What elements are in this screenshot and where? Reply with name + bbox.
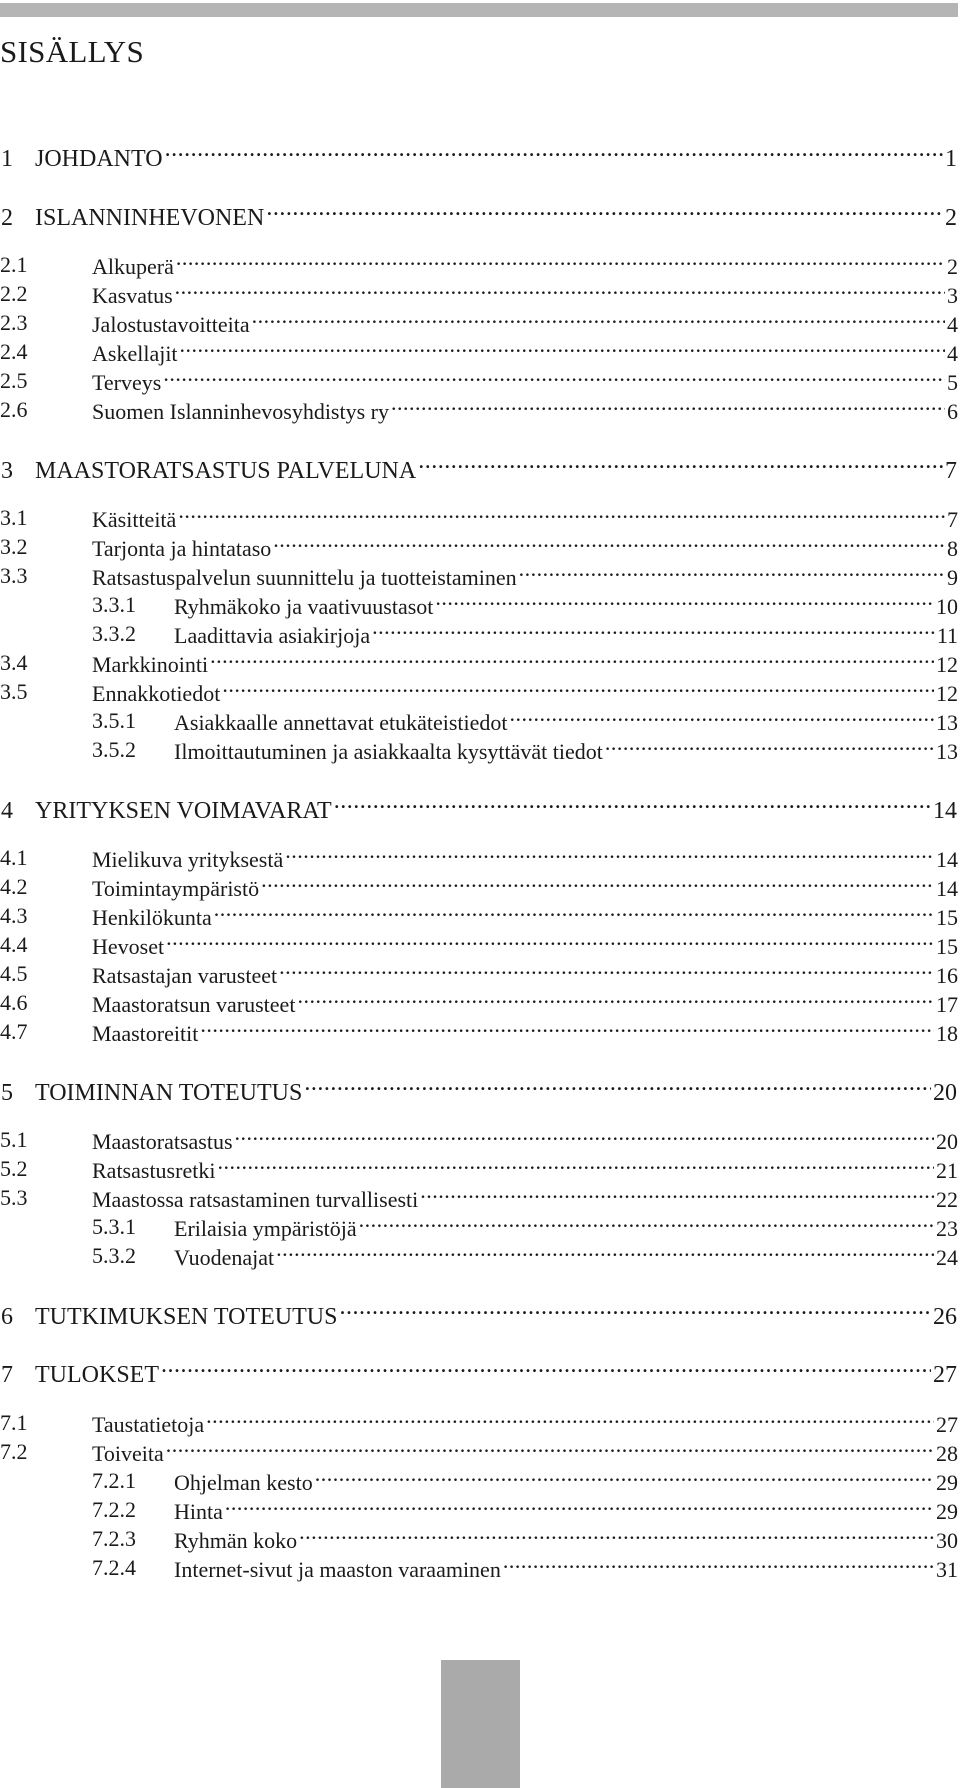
- toc-entry-title: Ennakkotiedot: [92, 681, 221, 706]
- toc-entry[interactable]: [1, 1358, 957, 1389]
- dot-leader: [510, 708, 934, 730]
- dot-leader: [519, 563, 945, 585]
- toc-entry[interactable]: [92, 1555, 958, 1583]
- page-title: SISÄLLYS: [0, 34, 144, 69]
- toc-entry-number: 5.3: [0, 1185, 28, 1210]
- toc-entry-page: 11: [936, 623, 958, 648]
- toc-entry-title: Toimintaympäristö: [92, 876, 260, 901]
- toc-entry-number: 7.2.3: [92, 1526, 136, 1551]
- toc-entry-page: 15: [936, 934, 958, 959]
- toc-entry-title: Henkilökunta: [92, 905, 212, 930]
- toc-entry[interactable]: [92, 737, 958, 765]
- toc-entry-title: Ohjelman kesto: [174, 1470, 313, 1495]
- dot-leader: [276, 1243, 934, 1265]
- toc-entry[interactable]: [0, 1439, 958, 1467]
- toc-entry-title: TOIMINNAN TOTEUTUS: [35, 1080, 303, 1106]
- toc-entry[interactable]: [1, 201, 957, 232]
- toc-entry-number: 2.4: [0, 339, 28, 364]
- toc-entry[interactable]: [0, 563, 958, 591]
- toc-entry-number: 7.2.2: [92, 1497, 136, 1522]
- toc-entry-title: Toiveita: [92, 1441, 164, 1466]
- dot-leader: [391, 397, 945, 419]
- toc-entry-number: 5.3.2: [92, 1243, 136, 1268]
- toc-entry[interactable]: [0, 505, 958, 533]
- toc-entry-page: 1: [945, 146, 957, 172]
- toc-entry[interactable]: [92, 1214, 958, 1242]
- toc-entry[interactable]: [92, 1243, 958, 1271]
- toc-entry-number: 3.3.1: [92, 592, 136, 617]
- toc-entry-number: 7.1: [0, 1410, 28, 1435]
- toc-entry-title: Askellajit: [92, 341, 178, 366]
- toc-entry[interactable]: [0, 1019, 958, 1047]
- dot-leader: [206, 1410, 934, 1432]
- toc-entry[interactable]: [0, 1185, 958, 1213]
- toc-entry-number: 4.4: [0, 932, 28, 957]
- toc-entry-title: Ratsastusretki: [92, 1158, 216, 1183]
- toc-entry-title: Taustatietoja: [92, 1412, 205, 1437]
- dot-leader: [435, 592, 934, 614]
- dot-leader: [279, 961, 934, 983]
- toc-entry-title: Maastoreitit: [92, 1021, 199, 1046]
- dot-leader: [252, 310, 945, 332]
- toc-entry[interactable]: [0, 679, 958, 707]
- toc-entry[interactable]: [92, 621, 958, 649]
- dot-leader: [225, 1497, 934, 1519]
- dot-leader: [304, 1076, 931, 1100]
- toc-entry-page: 14: [936, 847, 958, 872]
- dot-leader: [299, 1526, 934, 1548]
- toc-entry[interactable]: [92, 592, 958, 620]
- toc-entry-number: 5.2: [0, 1156, 28, 1181]
- toc-entry[interactable]: [0, 961, 958, 989]
- toc-entry[interactable]: [0, 281, 958, 309]
- toc-entry-number: 5.1: [0, 1127, 28, 1152]
- toc-entry-title: Ratsastajan varusteet: [92, 963, 278, 988]
- toc-entry-number: 2.6: [0, 397, 28, 422]
- toc-entry[interactable]: [1, 1300, 957, 1331]
- toc-entry-number: 2.5: [0, 368, 28, 393]
- toc-entry-number: 5: [1, 1080, 13, 1106]
- toc-entry[interactable]: [0, 534, 958, 562]
- dot-leader: [339, 1300, 931, 1324]
- dot-leader: [200, 1019, 934, 1041]
- toc-entry-number: 3.3: [0, 563, 28, 588]
- toc-entry[interactable]: [92, 1526, 958, 1554]
- toc-entry-title: Vuodenajat: [174, 1245, 275, 1270]
- toc-entry-title: Suomen Islanninhevosyhdistys ry: [92, 399, 389, 424]
- toc-entry[interactable]: [1, 794, 957, 825]
- dot-leader: [217, 1156, 934, 1178]
- toc-entry-number: 4.3: [0, 903, 28, 928]
- dot-leader: [166, 1439, 934, 1461]
- toc-entry-number: 7: [1, 1362, 13, 1388]
- toc-entry-number: 7.2: [0, 1439, 28, 1464]
- dot-leader: [273, 534, 945, 556]
- toc-entry[interactable]: [0, 310, 958, 338]
- toc-entry-number: 3.1: [0, 505, 28, 530]
- toc-entry-page: 26: [933, 1304, 957, 1330]
- toc-entry-page: 28: [936, 1441, 958, 1466]
- toc-entry-page: 4: [947, 341, 958, 366]
- toc-entry-number: 4.2: [0, 874, 28, 899]
- toc-entry-page: 15: [936, 905, 958, 930]
- toc-entry[interactable]: [92, 1497, 958, 1525]
- toc-entry[interactable]: [0, 903, 958, 931]
- toc-entry-title: ISLANNINHEVONEN: [35, 205, 265, 231]
- toc-entry-page: 22: [936, 1187, 958, 1212]
- toc-entry-title: TULOKSET: [35, 1362, 159, 1388]
- toc-entry[interactable]: [0, 650, 958, 678]
- toc-entry-title: Maastoratsun varusteet: [92, 992, 296, 1017]
- toc-entry-title: Ryhmän koko: [174, 1528, 298, 1553]
- toc-entry-title: Maastoratsastus: [92, 1129, 233, 1154]
- toc-entry-number: 2.2: [0, 281, 28, 306]
- toc-entry-page: 2: [947, 254, 958, 279]
- dot-leader: [165, 142, 943, 166]
- toc-entry-title: Ryhmäkoko ja vaativuustasot: [174, 594, 434, 619]
- toc-entry-page: 8: [947, 536, 958, 561]
- toc-entry-number: 2.1: [0, 252, 28, 277]
- toc-entry-page: 12: [936, 681, 958, 706]
- toc-entry-page: 16: [936, 963, 958, 988]
- toc-entry-number: 3.4: [0, 650, 28, 675]
- toc-entry-page: 14: [936, 876, 958, 901]
- dot-leader: [420, 1185, 934, 1207]
- toc-entry-title: TUTKIMUKSEN TOTEUTUS: [35, 1304, 338, 1330]
- toc-entry-page: 5: [947, 370, 958, 395]
- toc-entry-page: 29: [936, 1470, 958, 1495]
- toc-entry-number: 6: [1, 1304, 13, 1330]
- toc-entry-page: 7: [945, 458, 957, 484]
- toc-entry-title: MAASTORATSASTUS PALVELUNA: [35, 458, 417, 484]
- dot-leader: [266, 201, 943, 225]
- dot-leader: [210, 650, 934, 672]
- toc-entry-page: 29: [936, 1499, 958, 1524]
- toc-entry-title: Käsitteitä: [92, 507, 177, 532]
- toc-entry-title: Internet-sivut ja maaston varaaminen: [174, 1557, 501, 1582]
- toc-entry-page: 10: [936, 594, 958, 619]
- dot-leader: [163, 368, 945, 390]
- toc-entry[interactable]: [0, 845, 958, 873]
- toc-entry-page: 20: [933, 1080, 957, 1106]
- dot-leader: [359, 1214, 934, 1236]
- toc-entry-title: YRITYKSEN VOIMAVARAT: [35, 798, 332, 824]
- toc-entry-number: 7.2.1: [92, 1468, 136, 1493]
- toc-entry-title: Alkuperä: [92, 254, 174, 279]
- toc-entry-page: 2: [945, 205, 957, 231]
- toc-entry-page: 13: [936, 710, 958, 735]
- dot-leader: [334, 794, 931, 818]
- footer-block: [441, 1660, 520, 1788]
- toc-entry-number: 3.5.1: [92, 708, 136, 733]
- toc-entry-title: Markkinointi: [92, 652, 209, 677]
- toc-entry[interactable]: [1, 1076, 957, 1107]
- toc-entry-page: 27: [933, 1362, 957, 1388]
- dot-leader: [372, 621, 935, 643]
- toc-entry-number: 3.2: [0, 534, 28, 559]
- dot-leader: [297, 990, 934, 1012]
- toc-entry-title: Hevoset: [92, 934, 165, 959]
- toc-entry-title: JOHDANTO: [35, 146, 163, 172]
- toc-entry-title: Laadittavia asiakirjoja: [174, 623, 371, 648]
- dot-leader: [180, 339, 945, 361]
- toc-entry-title: Hinta: [174, 1499, 223, 1524]
- toc-entry-page: 27: [936, 1412, 958, 1437]
- toc-entry-page: 17: [936, 992, 958, 1017]
- toc-entry-number: 1: [1, 146, 13, 172]
- toc-entry[interactable]: [0, 397, 958, 425]
- toc-entry-number: 2.3: [0, 310, 28, 335]
- dot-leader: [261, 874, 934, 896]
- toc-entry-page: 7: [947, 507, 958, 532]
- dot-leader: [285, 845, 934, 867]
- toc-entry-page: 23: [936, 1216, 958, 1241]
- dot-leader: [315, 1468, 934, 1490]
- toc-entry-title: Maastossa ratsastaminen turvallisesti: [92, 1187, 419, 1212]
- toc-entry-number: 3.3.2: [92, 621, 136, 646]
- toc-entry-page: 4: [947, 312, 958, 337]
- toc-entry[interactable]: [0, 252, 958, 280]
- dot-leader: [175, 281, 945, 303]
- toc-entry-title: Ratsastuspalvelun suunnittelu ja tuotteistaminen: [92, 565, 517, 590]
- toc-entry-page: 9: [947, 565, 958, 590]
- toc-entry-number: 7.2.4: [92, 1555, 136, 1580]
- toc-entry-page: 12: [936, 652, 958, 677]
- toc-entry-page: 24: [936, 1245, 958, 1270]
- toc-entry-number: 4.1: [0, 845, 28, 870]
- toc-entry-page: 30: [936, 1528, 958, 1553]
- dot-leader: [161, 1358, 931, 1382]
- toc-entry-title: Ilmoittautuminen ja asiakkaalta kysyttävät tiedot: [174, 739, 603, 764]
- dot-leader: [222, 679, 934, 701]
- dot-leader: [178, 505, 945, 527]
- toc-entry[interactable]: [92, 708, 958, 736]
- toc-entry-page: 18: [936, 1021, 958, 1046]
- toc-entry-title: Erilaisia ympäristöjä: [174, 1216, 357, 1241]
- toc-entry-title: Mielikuva yrityksestä: [92, 847, 284, 872]
- dot-leader: [235, 1127, 934, 1149]
- toc-entry[interactable]: [0, 368, 958, 396]
- toc-entry-page: 6: [947, 399, 958, 424]
- toc-entry-title: Tarjonta ja hintataso: [92, 536, 272, 561]
- toc-entry-number: 4.7: [0, 1019, 28, 1044]
- toc-entry-title: Jalostustavoitteita: [92, 312, 250, 337]
- toc-entry-page: 31: [936, 1557, 958, 1582]
- toc-entry-number: 3.5: [0, 679, 28, 704]
- dot-leader: [503, 1555, 934, 1577]
- toc-entry-number: 3: [1, 458, 13, 484]
- dot-leader: [418, 454, 943, 478]
- toc-entry-page: 14: [933, 798, 957, 824]
- toc-entry-title: Asiakkaalle annettavat etukäteistiedot: [174, 710, 508, 735]
- toc-entry-page: 20: [936, 1129, 958, 1154]
- toc-entry[interactable]: [0, 1410, 958, 1438]
- toc-entry[interactable]: [0, 874, 958, 902]
- toc-entry[interactable]: [0, 1127, 958, 1155]
- toc-entry[interactable]: [92, 1468, 958, 1496]
- toc-entry[interactable]: [0, 339, 958, 367]
- toc-entry-title: Kasvatus: [92, 283, 173, 308]
- toc-entry-number: 4.5: [0, 961, 28, 986]
- dot-leader: [166, 932, 934, 954]
- toc-entry[interactable]: [0, 990, 958, 1018]
- toc-entry-title: Terveys: [92, 370, 162, 395]
- toc-entry-number: 2: [1, 205, 13, 231]
- toc-entry-page: 3: [947, 283, 958, 308]
- dot-leader: [214, 903, 934, 925]
- toc-entry[interactable]: [1, 454, 957, 485]
- dot-leader: [176, 252, 945, 274]
- toc-entry[interactable]: [0, 932, 958, 960]
- toc-entry-page: 21: [936, 1158, 958, 1183]
- toc-entry[interactable]: [1, 142, 957, 173]
- toc-entry-number: 4: [1, 798, 13, 824]
- toc-entry-page: 13: [936, 739, 958, 764]
- toc-entry-number: 4.6: [0, 990, 28, 1015]
- toc-entry-number: 5.3.1: [92, 1214, 136, 1239]
- dot-leader: [605, 737, 934, 759]
- toc-entry[interactable]: [0, 1156, 958, 1184]
- toc-entry-number: 3.5.2: [92, 737, 136, 762]
